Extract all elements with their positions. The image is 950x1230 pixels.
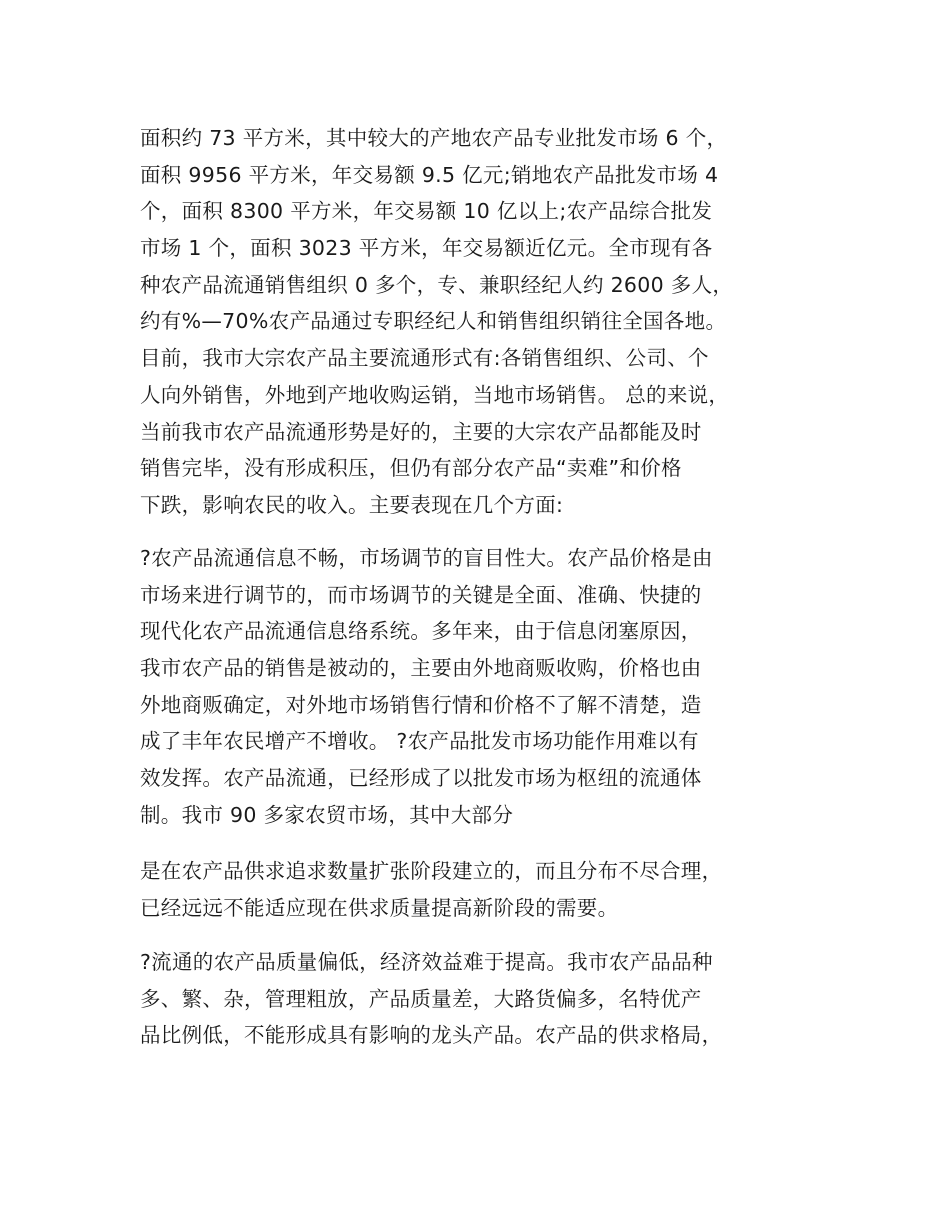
paragraph-market-distribution	[140, 853, 840, 926]
text-line: 个，面积 8300 平方米，年交易额 10 亿以上;农产品综合批发	[140, 199, 713, 224]
text-line: 面积约 73 平方米，其中较大的产地农产品专业批发市场 6 个，	[140, 126, 728, 150]
text-line: 现代化农产品流通信息络系统。多年来，由于信息闭塞原因，	[140, 619, 702, 644]
text-line: 人向外销售，外地到产地收购运销，当地市场销售。 总的来说，	[140, 382, 730, 407]
text-line: ?流通的农产品质量偏低，经济效益难于提高。我市农产品品种	[140, 950, 713, 974]
text-line: 多、繁、杂，管理粗放，产品质量差，大路货偏多，名特优产	[140, 986, 702, 1011]
text-line: 销售完毕，没有形成积压，但仍有部分农产品“卖难”和价格	[140, 456, 682, 481]
text-line: 市场 1 个，面积 3023 平方米，年交易额近亿元。全市现有各	[140, 236, 713, 261]
text-line: 外地商贩确定，对外地市场销售行情和价格不了解不清楚，造	[140, 692, 702, 717]
paragraph-market-overview	[140, 120, 840, 524]
text-line: 已经远远不能适应现在供求质量提高新阶段的需要。	[140, 895, 619, 920]
text-line: 是在农产品供求追求数量扩张阶段建立的，而且分布不尽合理，	[140, 859, 723, 883]
text-line: 当前我市农产品流通形势是好的，主要的大宗农产品都能及时	[140, 419, 702, 444]
text-line: 种农产品流通销售组织 0 多个，专、兼职经纪人约 2600 多人，	[140, 272, 734, 297]
text-line: 下跌，影响农民的收入。主要表现在几个方面:	[140, 492, 564, 517]
text-line: ?农产品流通信息不畅，市场调节的盲目性大。农产品价格是由	[140, 546, 713, 570]
text-line: 面积 9956 平方米，年交易额 9.5 亿元;销地农产品批发市场 4	[140, 162, 719, 187]
text-line: 我市农产品的销售是被动的，主要由外地商贩收购，价格也由	[140, 656, 702, 681]
text-line: 制。我市 90 多家农贸市场，其中大部分	[140, 802, 514, 827]
text-line: 效发挥。农产品流通，已经形成了以批发市场为枢纽的流通体	[140, 766, 702, 791]
text-line: 品比例低，不能形成具有影响的龙头产品。农产品的供求格局，	[140, 1023, 723, 1048]
paragraph-product-quality	[140, 944, 840, 1054]
text-line: 目前，我市大宗农产品主要流通形式有:各销售组织、公司、个	[140, 346, 709, 371]
text-line: 成了丰年农民增产不增收。 ?农产品批发市场功能作用难以有	[140, 729, 699, 754]
paragraph-information-issues	[140, 540, 840, 834]
text-line: 约有%—70%农产品通过专职经纪人和销售组织销往全国各地。	[140, 309, 727, 334]
text-line: 市场来进行调节的，而市场调节的关键是全面、准确、快捷的	[140, 582, 702, 607]
